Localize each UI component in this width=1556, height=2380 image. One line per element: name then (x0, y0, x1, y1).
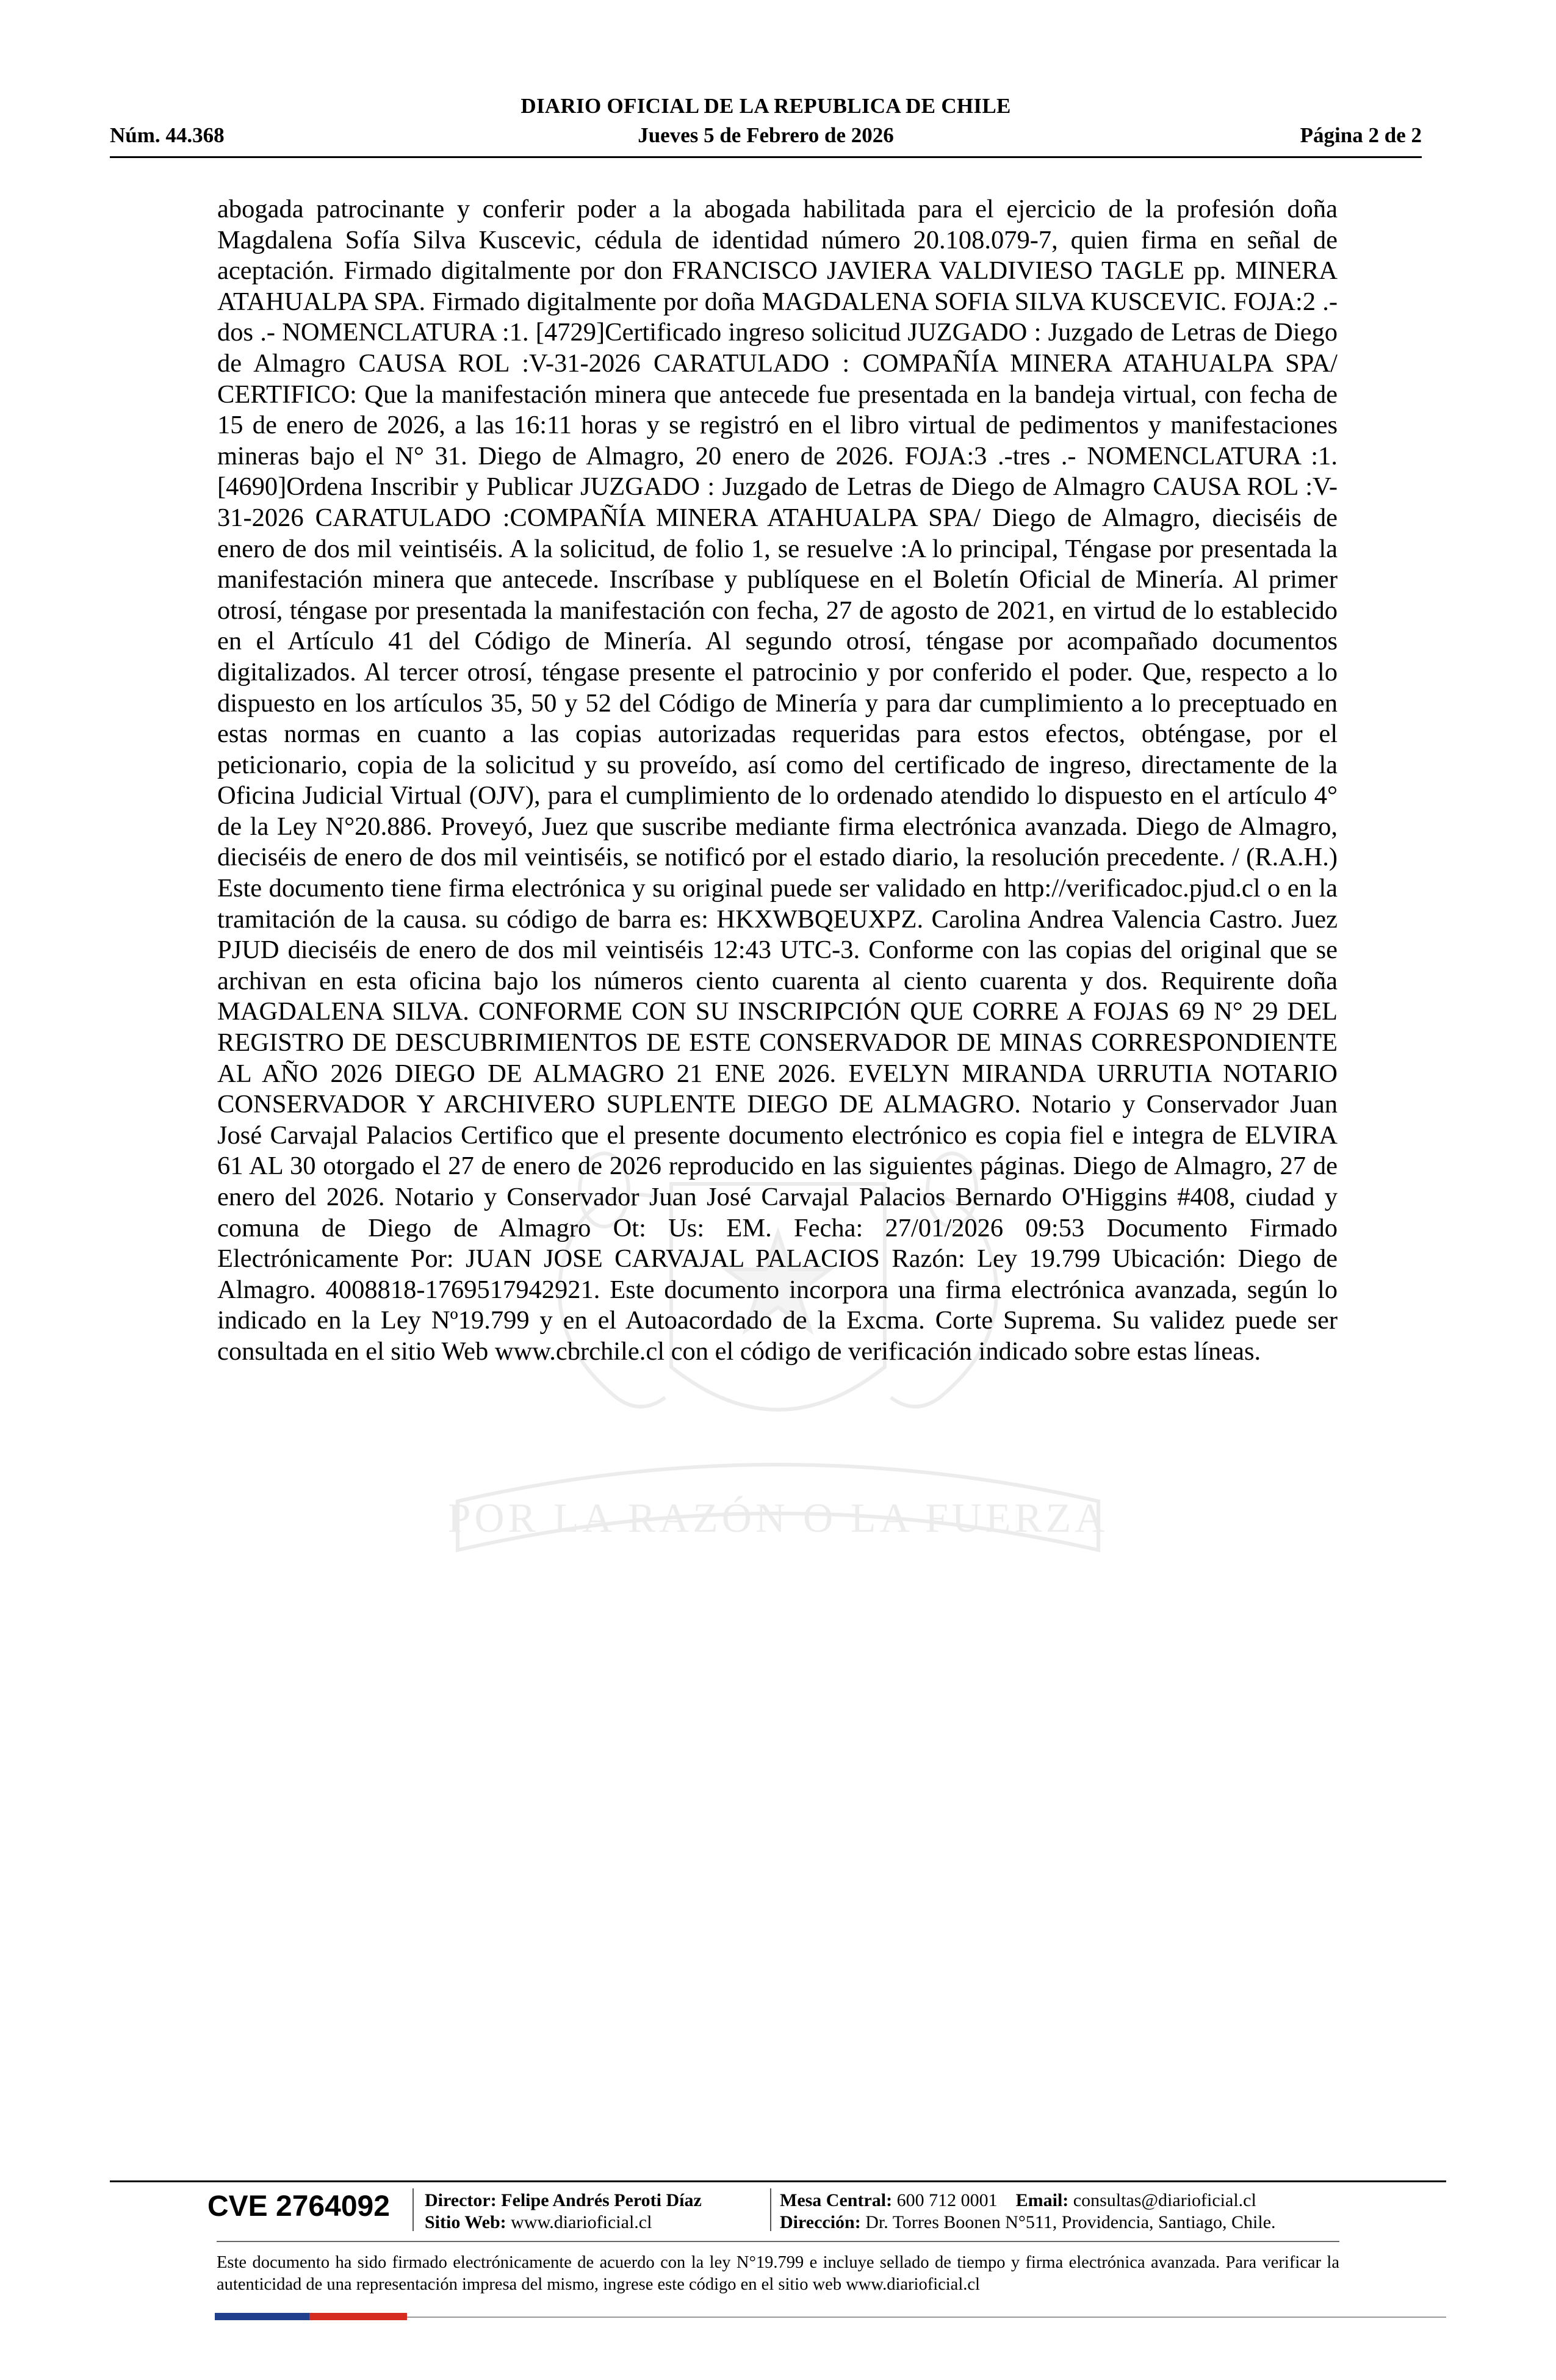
flag-red-segment (309, 2313, 407, 2320)
address-value: Dr. Torres Boonen N°511, Providencia, Santiago, Chile. (865, 2212, 1276, 2232)
footer-divider-middle (217, 2241, 1339, 2242)
director-label: Director: (425, 2190, 497, 2210)
footer-divider-top (110, 2180, 1446, 2182)
watermark-motto: POR LA RAZÓN O LA FUERZA (447, 1495, 1109, 1541)
mesa-phone: 600 712 0001 (896, 2190, 998, 2210)
footer-contact-block (780, 2190, 1276, 2234)
email-label: Email: (1015, 2190, 1069, 2210)
footer-separator (770, 2188, 771, 2231)
footer-legal-note: Este documento ha sido firmado electrónicamente de acuerdo con la ley N°19.799 e incluye sellado de tiempo y firma electrónica avanzada. Para verificar la autenticidad de una representación impresa del mismo, ingrese este código en el sitio web www.diarioficial.cl (217, 2253, 1339, 2294)
header-divider (110, 156, 1422, 158)
cve-code: CVE 2764092 (207, 2190, 390, 2223)
director-name: Felipe Andrés Peroti Díaz (501, 2190, 702, 2210)
site-link[interactable]: www.diarioficial.cl (511, 2212, 652, 2232)
footer-divider-bottom (407, 2317, 1446, 2318)
page-indicator: Página 2 de 2 (1300, 123, 1422, 147)
publication-title: DIARIO OFICIAL DE LA REPUBLICA DE CHILE (520, 94, 1011, 118)
chile-flag-stripe (215, 2313, 407, 2320)
footer-separator (412, 2188, 414, 2231)
address-label: Dirección: (780, 2212, 861, 2232)
page-header (110, 94, 1422, 157)
issue-number: Núm. 44.368 (110, 123, 225, 147)
email-link[interactable]: consultas@diarioficial.cl (1073, 2190, 1256, 2210)
footer-director-block (425, 2190, 702, 2234)
issue-date: Jueves 5 de Febrero de 2026 (638, 123, 894, 147)
document-body-text: abogada patrocinante y conferir poder a la abogada habilitada para el ejercicio de la profesión doña Magdalena Sofía Silva Kuscevic, cédula de identidad número 20.108.079-7, quien firma en señal de aceptación. Firmado digitalmente por don FRANCISCO JAVIERA VALDIVIESO TAGLE pp. MINERA ATAHUALPA SPA. Firmado digitalmente por doña MAGDALENA SOFIA SILVA KUSCEVIC. FOJA:2 .- dos .- NOMENCLATURA :1. [4729]Certificado ingreso solicitud JUZGADO : Juzgado de Letras de Diego de Almagro CAUSA ROL :V-31-2026 CARATULADO : COMPAÑÍA MINERA ATAHUALPA SPA/ CERTIFICO: Que la manifestación minera que antecede fue presentada en la bandeja virtual, con fecha de 15 de enero de 2026, a las 16:11 horas y se registró en el libro virtual de pedimentos y manifestaciones mineras bajo el N° 31. Diego de Almagro, 20 enero de 2026. FOJA:3 .-tres .- NOMENCLATURA :1. [4690]Ordena Inscribir y Publicar JUZGADO : Juzgado de Letras de Diego de Almagro CAUSA ROL :V-31-2026 CARATULADO :COMPAÑÍA MINERA ATAHUALPA SPA/ Diego de Almagro, dieciséis de enero de dos mil veintiséis. A la solicitud, de folio 1, se resuelve :A lo principal, Téngase por presentada la manifestación minera que antecede. Inscríbase y publíquese en el Boletín Oficial de Minería. Al primer otrosí, téngase por presentada la manifestación con fecha, 27 de agosto de 2021, en virtud de lo establecido en el Artículo 41 del Código de Minería. Al segundo otrosí, téngase por acompañado documentos digitalizados. Al tercer otrosí, téngase presente el patrocinio y por conferido el poder. Que, respecto a lo dispuesto en los artículos 35, 50 y 52 del Código de Minería y para dar cumplimiento a lo preceptuado en estas normas en cuanto a las copias autorizadas requeridas para estos efectos, obténgase, por el peticionario, copia de la solicitud y su proveído, así como del certificado de ingreso, directamente de la Oficina Judicial Virtual (OJV), para el cumplimiento de lo ordenado atendido lo dispuesto en el artículo 4° de la Ley N°20.886. Proveyó, Juez que suscribe mediante firma electrónica avanzada. Diego de Almagro, dieciséis de enero de dos mil veintiséis, se notificó por el estado diario, la resolución precedente. / (R.A.H.) Este documento tiene firma electrónica y su original puede ser validado en http://verificadoc.pjud.cl o en la tramitación de la causa. su código de barra es: HKXWBQEUXPZ. Carolina Andrea Valencia Castro. Juez PJUD dieciséis de enero de dos mil veintiséis 12:43 UTC-3. Conforme con las copias del original que se archivan en esta oficina bajo los números ciento cuarenta al ciento cuarenta y dos. Requirente doña MAGDALENA SILVA. CONFORME CON SU INSCRIPCIÓN QUE CORRE A FOJAS 69 N° 29 DEL REGISTRO DE DESCUBRIMIENTOS DE ESTE CONSERVADOR DE MINAS CORRESPONDIENTE AL AÑO 2026 DIEGO DE ALMAGRO 21 ENE 2026. EVELYN MIRANDA URRUTIA NOTARIO CONSERVADOR Y ARCHIVERO SUPLENTE DIEGO DE ALMAGRO. Notario y Conservador Juan José Carvajal Palacios Certifico que el presente documento electrónico es copia fiel e integra de ELVIRA 61 AL 30 otorgado el 27 de enero de 2026 reproducido en las siguientes páginas. Diego de Almagro, 27 de enero del 2026. Notario y Conservador Juan José Carvajal Palacios Bernardo O'Higgins #408, ciudad y comuna de Diego de Almagro Ot: Us: EM. Fecha: 27/01/2026 09:53 Documento Firmado Electrónicamente Por: JUAN JOSE CARVAJAL PALACIOS Razón: Ley 19.799 Ubicación: Diego de Almagro. 4008818-1769517942921. Este documento incorpora una firma electrónica avanzada, según lo indicado en la Ley Nº19.799 y en el Autoacordado de la Excma. Corte Suprema. Su validez puede ser consultada en el sitio Web www.cbrchile.cl con el código de verificación indicado sobre estas líneas. (217, 195, 1338, 1366)
site-label: Sitio Web: (425, 2212, 506, 2232)
flag-blue-segment (215, 2313, 309, 2320)
mesa-label: Mesa Central: (780, 2190, 893, 2210)
